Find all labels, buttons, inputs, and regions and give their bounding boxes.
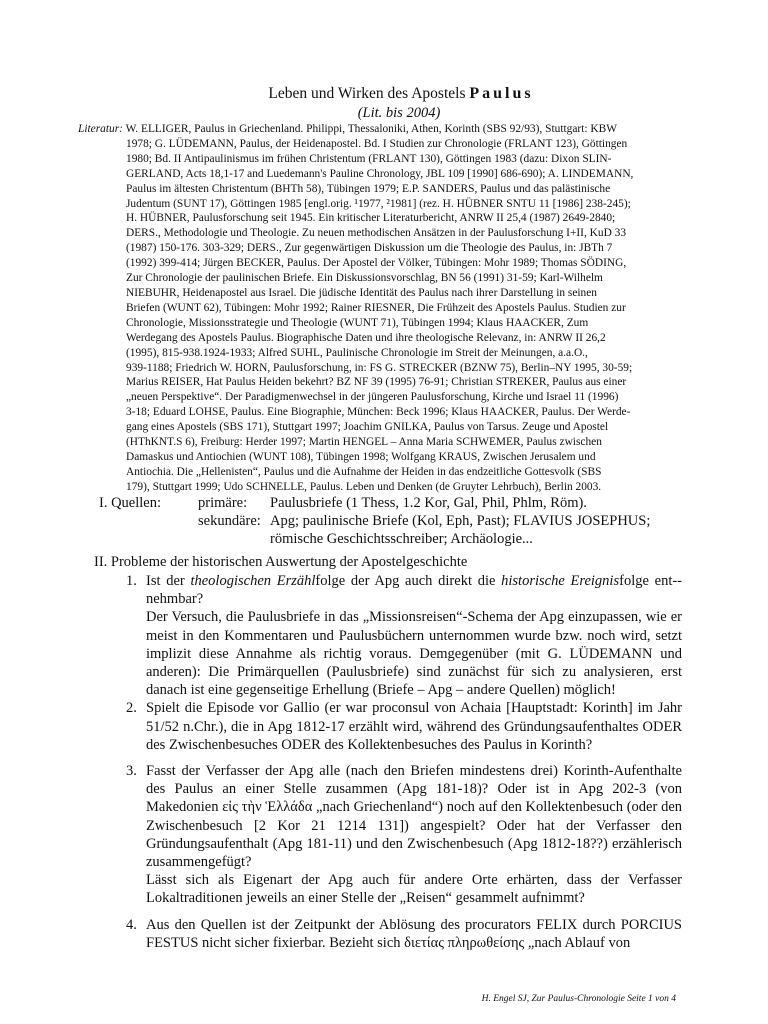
lit-line: 1980; Bd. II Antipaulinismus im frühen Christentum (FRLANT 130), Göttingen 1983 (dazu: Dixon SLIN- xyxy=(126,152,612,165)
lit-line: Marius REISER, Hat Paulus Heiden bekehrt? BZ NF 39 (1995) 76-91; Christian STREKER, Paulus aus einer xyxy=(126,376,627,389)
lit-line: 3-18; Eduard LOHSE, Paulus. Eine Biographie, München: Beck 1996; Klaus HAACKER, Paulus. Der Werde- xyxy=(126,406,631,419)
item-text: Fasst der Verfasser der Apg alle (nach den Briefen mindestens drei) Korinth-Aufenthalte des Paulus an einer Stelle zusammen (Apg 181-18)? Oder ist in Apg 202-3 (von Makedonien εἰς τὴν Ἑλλάδα „nach Griechenland“) noch auf den Kollektenbesuch (oder den Zwischenbesuch [2 Kor 21 1214 131]) angespielt? Oder hat der Verfasser den Gründungsaufenthalt (Apg 181-11) und den Zwischenbesuch (Apg 1812-18??) erzählerisch zusammengefügt? xyxy=(146,763,682,871)
item-text: folge ent-- nehmbar? xyxy=(146,573,682,608)
lit-line: H. HÜBNER, Paulusforschung seit 1945. Ein kritischer Literaturbericht, ANRW II 25,4 (1987) 2649-2840; xyxy=(126,212,616,225)
item-text: Ist der xyxy=(146,573,191,589)
sources-section xyxy=(99,494,679,548)
problems-list xyxy=(126,572,682,952)
list-item xyxy=(126,762,682,908)
lit-line: gang eines Apostels (SBS 171), Stuttgart 1997; Joachim GNILKA, Paulus von Tarsus. Zeuge und Apostel xyxy=(126,421,609,434)
lit-line: 1978; G. LÜDEMANN, Paulus, der Heidenapostel. Bd. I Studien zur Chronologie (FRLANT 123), Göttingen xyxy=(126,137,628,150)
list-item xyxy=(126,572,682,699)
lit-line: Damaskus und Antiochien (WUNT 108), Tübingen 1998; Wolfgang KRAUS, Zwischen Jerusalem und xyxy=(126,450,596,463)
literature-label: Literatur: xyxy=(78,123,123,135)
secondary-label: sekundäre: xyxy=(198,513,261,529)
lit-line: (1987) 150-176. 303-329; DERS., Zur gegenwärtigen Diskussion um die Theologie des Paulus, in: JBTh 7 xyxy=(126,242,613,255)
page-title xyxy=(0,84,768,104)
item-text: Aus den Quellen ist der Zeitpunkt der Ablösung des procurators FELIX durch PORCIUS FESTUS nicht sicher fixierbar. Bezieht sich διετίας πληρωθείσης „nach Ablauf von xyxy=(146,916,682,951)
item-text: folge der Apg auch direkt die xyxy=(315,573,502,589)
sources-heading: I. Quellen: xyxy=(99,495,162,511)
item-number: 2. xyxy=(126,700,137,717)
lit-line: Chronologie, Missionsstrategie und Theologie (WUNT 71), Tübingen 1994; Klaus HAACKER, Zum xyxy=(126,316,589,329)
lit-line: (HThKNT.S 6), Freiburg: Herder 1997; Martin HENGEL – Anna Maria SCHWEMER, Paulus zwischen xyxy=(126,436,602,449)
lit-line: DERS., Methodologie und Theologie. Zu neuen methodischen Ansätzen in der Paulusforschung I+II, KuD 33 xyxy=(126,227,627,240)
primary-label: primäre: xyxy=(198,495,248,511)
list-item xyxy=(126,916,682,952)
item-number: 1. xyxy=(126,573,137,589)
item-paragraph: Der Versuch, die Paulusbriefe in das „Missionsreisen“-Schema der Apg einzupassen, wie er meist in den Kommentaren und Paulusbüchern unternommen wurde bzw. noch wird, setzt implizit diese Annahme als richtig voraus. Demgegenüber (mit G. LÜDEMANN und anderen): Die Primärquellen (Paulusbriefe) sind zunächst für sich zu analysieren, erst danach ist eine gegenseitige Erhellung (Briefe – Apg – andere Quellen) möglich! xyxy=(146,609,682,699)
title-name: Paulus xyxy=(469,85,534,102)
lit-line: Werdegang des Apostels Paulus. Biographische Daten und ihre theologische Relevanz, in: ANRW II 26,2 xyxy=(126,331,606,344)
lit-line: Paulus im ältesten Christentum (BHTh 58), Tübingen 1979; E.P. SANDERS, Paulus und das palästinische xyxy=(126,182,611,195)
lit-line: (1992) 399-414; Jürgen BECKER, Paulus. Der Apostel der Völker, Tübingen: Mohr 1989; Thomas SÖDING, xyxy=(126,257,627,270)
item-paragraph: Lässt sich als Eigenart der Apg auch für andere Orte erhärten, dass der Verfasser Lokaltraditionen jeweils an einer Stelle der „Reisen“ gesammelt aufnimmt? xyxy=(146,872,682,907)
section-2-heading: II. Probleme der historischen Auswertung der Apostelgeschichte xyxy=(94,554,468,570)
lit-line: W. ELLIGER, Paulus in Griechenland. Philippi, Thessaloniki, Athen, Korinth (SBS 92/93), Stuttgart: KBW xyxy=(125,123,617,135)
list-item xyxy=(126,699,682,754)
primary-text: Paulusbriefe (1 Thess, 1.2 Kor, Gal, Phil, Phlm, Röm). xyxy=(270,495,587,511)
lit-line: GERLAND, Acts 18,1-17 and Luedemann's Pauline Chronology, JBL 109 [1990] 686-690); A. LINDEMANN, xyxy=(126,167,634,180)
item-emphasis: theologischen Erzähl xyxy=(190,573,316,589)
item-text: Spielt die Episode vor Gallio (er war proconsul von Achaia [Hauptstadt: Korinth] im Jahr 51/52 n.Chr.), die in Apg 1812-17 erzählt wird, während des Gründungsaufenthaltes ODER des Zwischenbesuches ODER des Kollektenbesuches des Paulus in Korinth? xyxy=(146,700,682,753)
lit-line: „neuen Perspektive“. Der Paradigmenwechsel in der jüngeren Paulusforschung, Kirche und Israel 11 (1996) xyxy=(126,391,619,404)
lit-line: 179), Stuttgart 1999; Udo SCHNELLE, Paulus. Leben und Denken (de Gruyter Lehrbuch), Berlin 2003. xyxy=(126,480,602,493)
lit-line: 939-1188; Friedrich W. HORN, Paulusforschung, in: FS G. STRECKER (BZNW 75), Berlin–NY 1995, 30-59; xyxy=(126,361,633,374)
literature-block xyxy=(78,122,676,495)
lit-line: Briefen (WUNT 62), Tübingen: Mohr 1992; Rainer RIESNER, Die Frühzeit des Apostels Paulus. Studien zur xyxy=(126,301,626,314)
lit-line: Antiochia. Die „Hellenisten“, Paulus und die Aufnahme der Heiden in das endzeitliche Gottesvolk (SBS xyxy=(126,465,602,478)
lit-line: Judentum (SUNT 17), Göttingen 1985 [engl.orig. ¹1977, ²1981] (rez. H. HÜBNER SNTU 11 [1986] 238-245); xyxy=(126,197,631,210)
page-footer: H. Engel SJ, Zur Paulus-Chronologie Seite 1 von 4 xyxy=(481,994,676,1004)
item-number: 4. xyxy=(126,916,137,933)
title-prefix: Leben und Wirken des Apostels xyxy=(268,85,466,102)
secondary-text: Apg; paulinische Briefe (Kol, Eph, Past); FLAVIUS JOSEPHUS; römische Geschichtsschreiber; Archäologie... xyxy=(270,513,651,547)
item-number: 3. xyxy=(126,763,137,780)
page-subtitle: (Lit. bis 2004) xyxy=(357,105,441,121)
lit-line: Zur Chronologie der paulinischen Briefe. Ein Diskussionsvorschlag, BN 56 (1991) 31-59; Karl-Wilhelm xyxy=(126,272,603,285)
lit-line: NIEBUHR, Heidenapostel aus Israel. Die jüdische Identität des Paulus nach ihrer Darstellung in seinen xyxy=(126,286,598,299)
lit-line: (1995), 815-938.1924-1933; Alfred SUHL, Paulinische Chronologie im Streit der Meinungen, a.a.O., xyxy=(126,346,588,359)
item-emphasis: historische Ereignis xyxy=(501,573,620,589)
